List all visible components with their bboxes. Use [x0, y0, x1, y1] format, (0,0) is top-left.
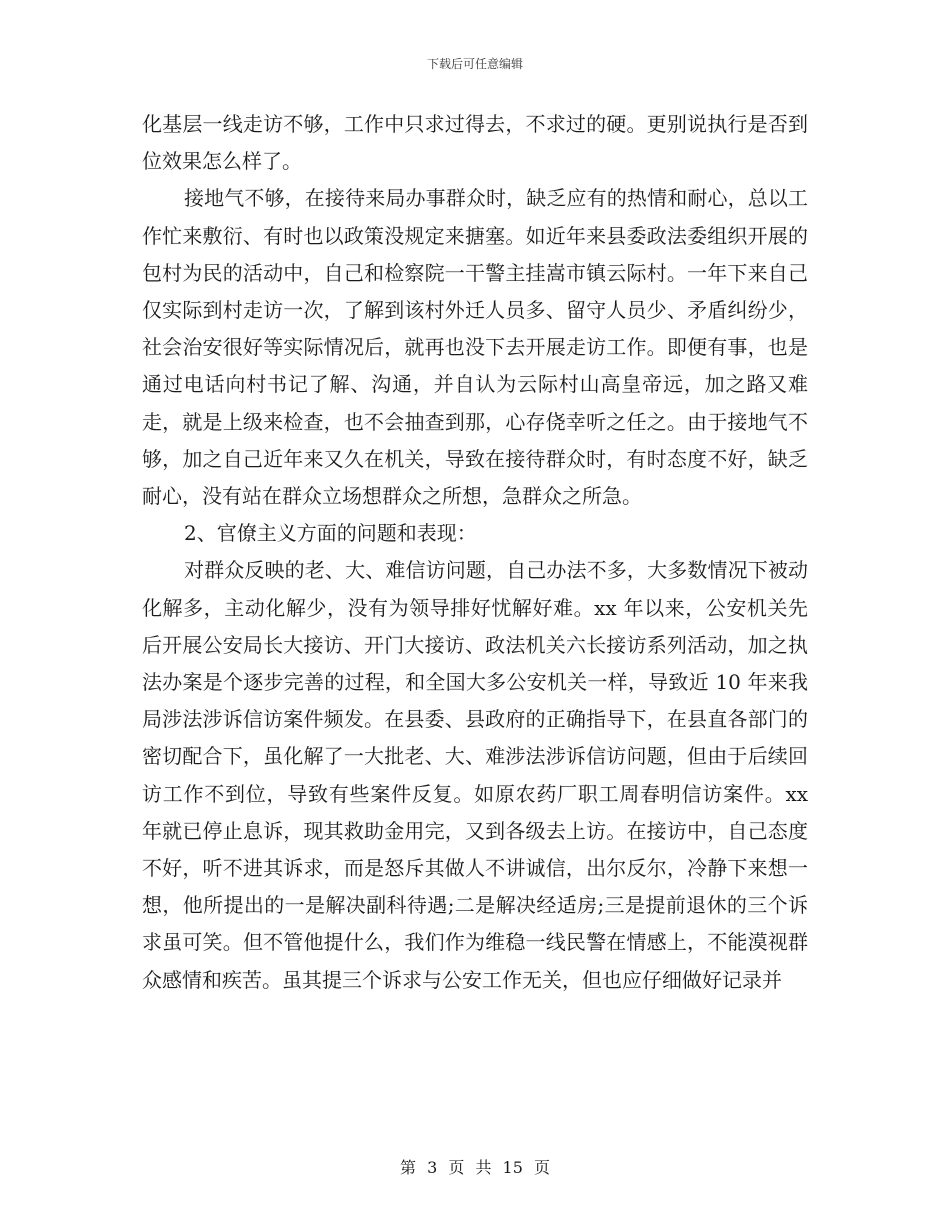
text-line: 一样，导致近 10 年来我局涉法涉诉信访案件频发。在县委、县政府的: [142, 670, 809, 732]
text-line: 下被动化解多，主动化解少，没有为领导排好忧解好难。xx 年以来，: [142, 558, 809, 620]
text-line: 一是解决副科待遇;二是解决经适房;三是提前退休的三个诉求虽可笑。: [142, 893, 808, 955]
text-line: 群众立场想群众之所想，急群众之所急。: [282, 484, 642, 509]
text-line: 情和疾苦。虽其提三个诉求与公安工作无关，但也应仔细做好记录并: [182, 967, 782, 992]
text-line: 去开展走访工作。即便有事，也是通过电话向村书记了解、沟通，并: [142, 335, 808, 397]
document-body: [142, 106, 808, 999]
paragraph: [142, 180, 808, 515]
text-line: 久在机关，导致在接待群众时，有时态度不好，缺乏耐心，没有站在: [142, 446, 808, 509]
text-line: 是否到位效果怎么样了。: [142, 112, 808, 174]
text-line: 委组织开展的包村为民的活动中，自己和检察院一干警主挂嵩市镇云: [142, 223, 808, 285]
text-line: 际村。一年下来自己仅实际到村走访一次，了解到该村外迁人员多、: [142, 260, 808, 323]
text-line: 2、官僚主义方面的问题和表现：: [184, 521, 477, 546]
text-line: 系列活动，加之执法办案是个逐步完善的过程，和全国大多公安机关: [142, 632, 808, 695]
text-line: 复。如原农药厂职工周春明信访案件。xx 年就已停止息诉，现其救助: [142, 781, 809, 843]
page-header: 下载后可任意编辑: [426, 57, 523, 71]
text-line: 抽查到那，心存侥幸听之任之。由于接地气不够，加之自己近年来又: [142, 409, 808, 471]
text-line: 化基层一线走访不够，工作中只求过得去，不求过的硬。更别说执行: [142, 112, 748, 136]
text-line: 但不管他提什么，我们作为维稳一线民警在情感上，不能漠视群众感: [142, 930, 808, 992]
section-heading: [142, 515, 808, 552]
paragraph: [142, 552, 808, 998]
page-number-footer: 第 3 页 共 15 页: [400, 1158, 550, 1177]
text-line: 对群众反映的老、大、难信访问题，自己办法不多，大多数情况: [184, 558, 748, 583]
text-line: 自认为云际村山高皇帝远，加之路又难走，就是上级来检查，也不会: [142, 372, 809, 434]
text-line: 难涉法涉诉信访问题，但由于后续回访工作不到位，导致有些案件反: [142, 744, 808, 806]
text-line: 总以工作忙来敷衍、有时也以政策没规定来搪塞。如近年来县委政法: [142, 186, 809, 248]
text-line: 公安机关先后开展公安局长大接访、开门大接访、政法机关六长接访: [142, 595, 809, 657]
paragraph: [142, 106, 808, 180]
text-line: 接地气不够，在接待来局办事群众时，缺乏应有的热情和耐心，: [184, 186, 748, 211]
text-line: 正确指导下，在县直各部门的密切配合下，虽化解了一大批老、大、: [142, 707, 808, 769]
text-line: 留守人员少、矛盾纠纷少，社会治安很好等实际情况后，就再也没下: [142, 298, 808, 360]
text-line: 而是怒斥其做人不讲诚信，出尔反尔，冷静下来想一想，他所提出的: [142, 856, 808, 918]
text-line: 金用完，又到各级去上访。在接访中，自己态度不好，听不进其诉求，: [142, 818, 808, 881]
